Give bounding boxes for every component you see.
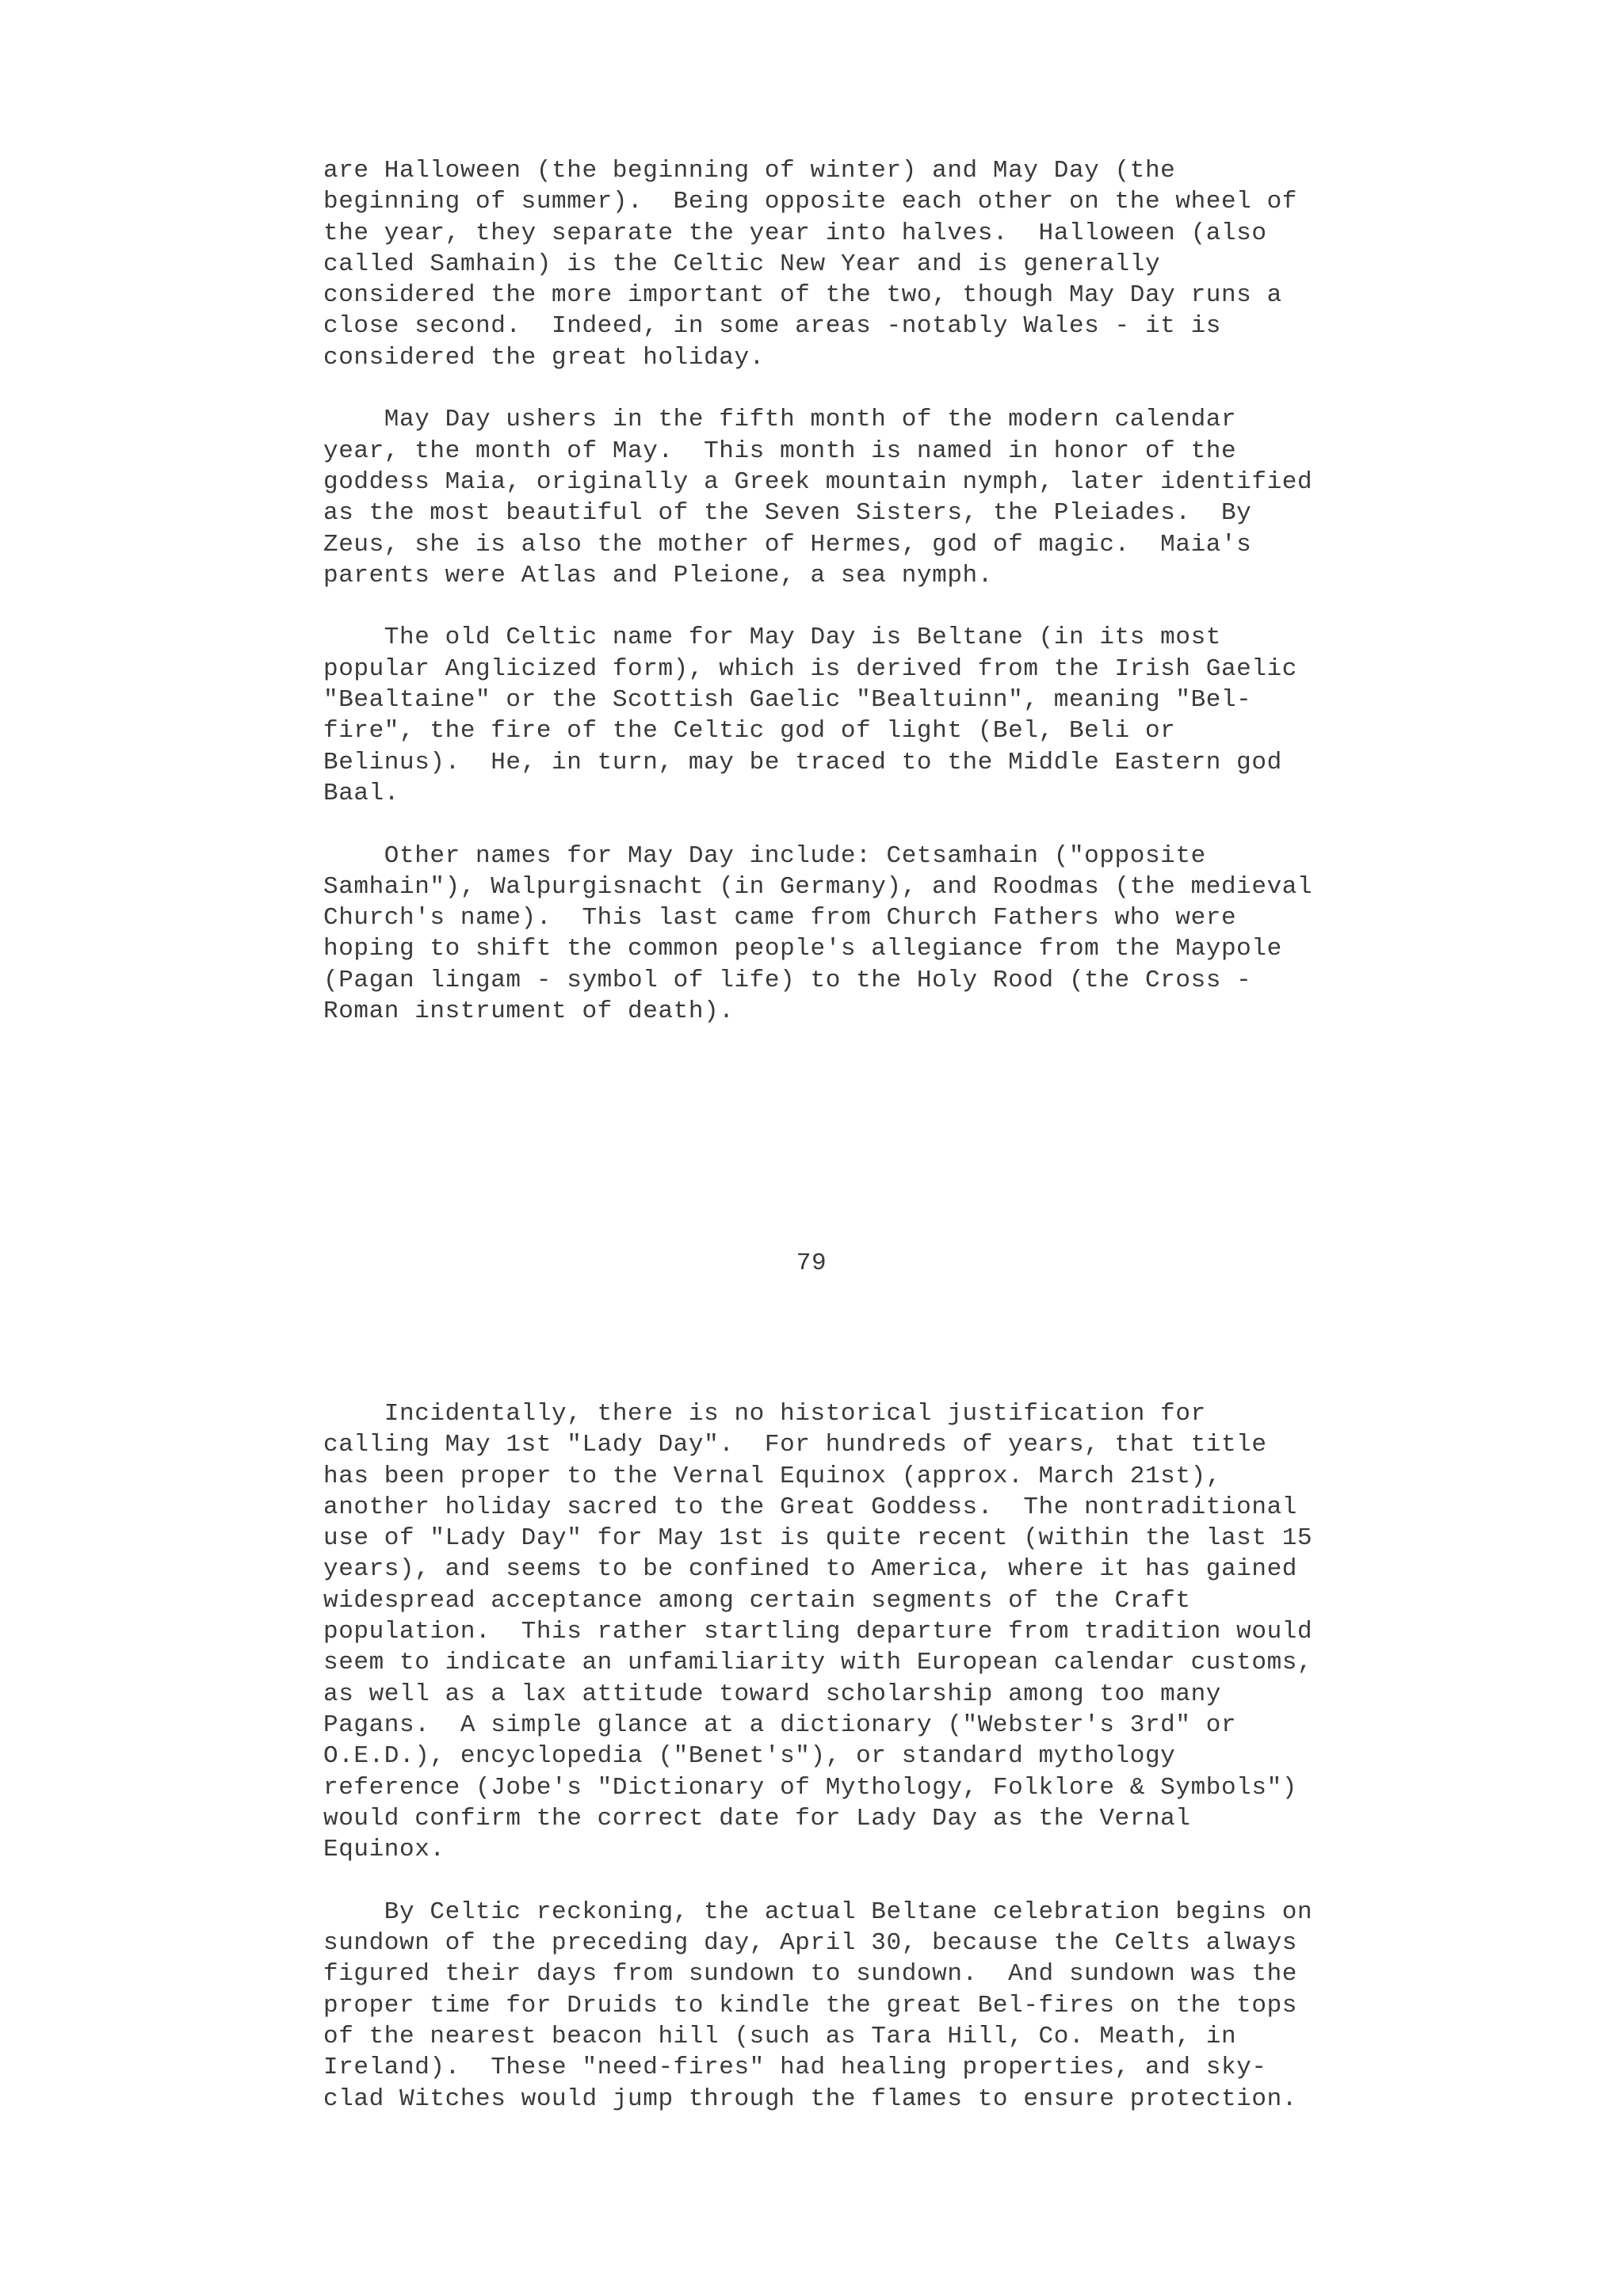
page-number: 79: [796, 1249, 827, 1277]
top-text-block: are Halloween (the beginning of winter) and May Day (the beginning of summer). Being opposite each other on the wheel of the year, they separate the year into halves. Halloween (also called Samhain) is the Celtic New Year and is generally considered the more important of the two, though May Day runs a close second. Indeed, in some areas -notably Wales - it is considered the great holiday. May Day ushers in the fifth month of the modern calendar year, the month of May. This month is named in honor of the goddess Maia, originally a Greek mountain nymph, later identified as the most beautiful of the Seven Sisters, the Pleiades. By Zeus, she is also the mother of Hermes, god of magic. Maia's parents were Atlas and Pleione, a sea nymph. The old Celtic name for May Day is Beltane (in its most popular Anglicized form), which is derived from the Irish Gaelic "Bealtaine" or the Scottish Gaelic "Bealtuinn", meaning "Bel- fire", the fire of the Celtic god of light (Bel, Beli or Belinus). He, in turn, may be traced to the Middle Eastern god Baal. Other names for May Day include: Cetsamhain ("opposite Samhain"), Walpurgisnacht (in Germany), and Roodmas (the medieval Church's name). This last came from Church Fathers who were hoping to shift the common people's allegiance from the Maypole (Pagan lingam - symbol of life) to the Holy Rood (the Cross - Roman instrument of death).: [323, 157, 1313, 1026]
bottom-text-block: Incidentally, there is no historical justification for calling May 1st "Lady Day". For hundreds of years, that title has been proper to the Vernal Equinox (approx. March 21st), another holiday sacred to the Great Goddess. The nontraditional use of "Lady Day" for May 1st is quite recent (within the last 15 years), and seems to be confined to America, where it has gained widespread acceptance among certain segments of the Craft population. This rather startling departure from tradition would seem to indicate an unfamiliarity with European calendar customs, as well as a lax attitude toward scholarship among too many Pagans. A simple glance at a dictionary ("Webster's 3rd" or O.E.D.), encyclopedia ("Benet's"), or standard mythology reference (Jobe's "Dictionary of Mythology, Folklore & Symbols") would confirm the correct date for Lady Day as the Vernal Equinox. By Celtic reckoning, the actual Beltane celebration begins on sundown of the preceding day, April 30, because the Celts always figured their days from sundown to sundown. And sundown was the proper time for Druids to kindle the great Bel-fires on the tops of the nearest beacon hill (such as Tara Hill, Co. Meath, in Ireland). These "need-fires" had healing properties, and sky- clad Witches would jump through the flames to ensure protection.: [323, 1400, 1313, 2113]
